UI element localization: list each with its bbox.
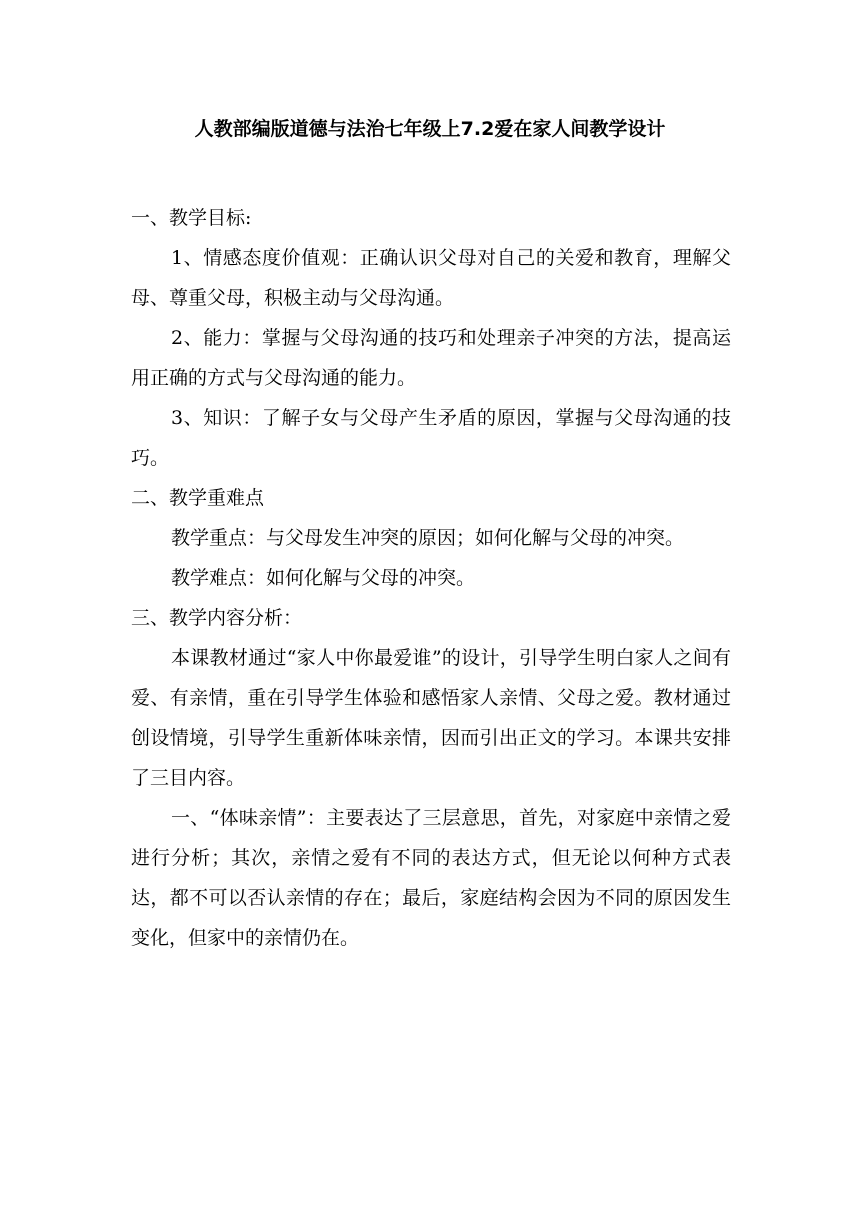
section-heading-objectives: 一、教学目标: <box>131 207 252 229</box>
paragraph-savor-affection: 一、“体味亲情”：主要表达了三层意思，首先，对家庭中亲情之爱进行分析；其次，亲情之爱有不同的表达方式，但无论以何种方式表达，都不可以否认亲情的存在；最后，家庭结构会因为不同的原因发生变化，但家中的亲情仍在。 <box>131 807 731 949</box>
paragraph-difficult-point: 教学难点：如何化解与父母的冲突。 <box>171 567 476 589</box>
paragraph-objective-ability: 2、能力：掌握与父母沟通的技巧和处理亲子冲突的方法，提高运用正确的方式与父母沟通的能力。 <box>131 327 731 389</box>
paragraph-objective-attitude: 1、情感态度价值观：正确认识父母对自己的关爱和教育，理解父母、尊重父母，积极主动与父母沟通。 <box>131 247 731 309</box>
paragraph-content-analysis: 本课教材通过“家人中你最爱谁”的设计，引导学生明白家人之间有爱、有亲情，重在引导学生体验和感悟家人亲情、父母之爱。教材通过创设情境，引导学生重新体味亲情，因而引出正文的学习。本课共安排了三目内容。 <box>131 647 731 789</box>
paragraph-objective-knowledge: 3、知识：了解子女与父母产生矛盾的原因，掌握与父母沟通的技巧。 <box>131 407 731 469</box>
document-body <box>131 198 731 958</box>
paragraph-key-point: 教学重点：与父母发生冲突的原因；如何化解与父母的冲突。 <box>171 527 685 549</box>
section-heading-content-analysis: 三、教学内容分析： <box>131 607 303 629</box>
section-heading-key-points: 二、教学重难点 <box>131 487 265 509</box>
document-title: 人教部编版道德与法治七年级上7.2爱在家人间教学设计 <box>194 118 666 140</box>
